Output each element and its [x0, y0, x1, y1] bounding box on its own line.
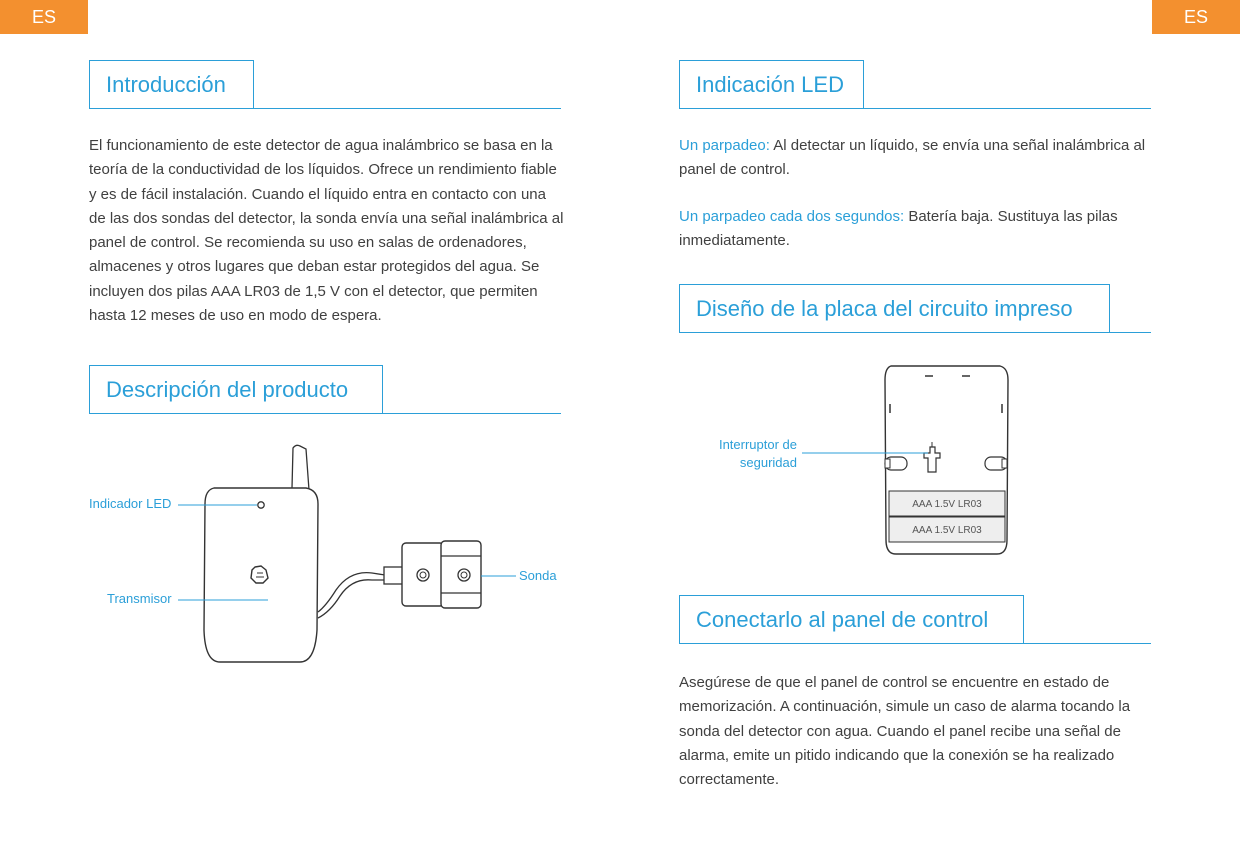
- led-item1-lead: Un parpadeo:: [679, 137, 770, 154]
- product-title: Descripción del producto: [89, 365, 383, 413]
- led-label: Indicador LED: [89, 496, 172, 511]
- language-tab-right: ES: [1152, 0, 1240, 34]
- connect-title: Conectarlo al panel de control: [679, 595, 1024, 643]
- led-item1-text: Al detectar un líquido, se envía una señal inalámbrica al panel de control.: [679, 137, 1146, 179]
- battery-1-label: AAA 1.5V LR03: [912, 499, 982, 510]
- switch-label-line1: Interruptor de: [718, 437, 797, 452]
- led-title: Indicación LED: [679, 60, 864, 108]
- intro-title: Introducción: [89, 60, 254, 108]
- intro-body: El funcionamiento de este detector de agua inalámbrico se basa en la teoría de la conductividad de los líquidos. Ofrece un rendimiento fiable y es de fácil instalación. Cuando el líquido entra en contacto con una de las dos sondas del detector, la sonda envía una señal inalámbrica al panel de control. Se recomienda su uso en salas de ordenadores, almacenes y otros lugares que deban estar protegidos del agua. Se incluyen dos pilas AAA LR03 de 1,5 V con el detector, que permiten hasta 12 meses de uso en modo de espera.: [89, 137, 564, 325]
- connect-body: Asegúrese de que el panel de control se encuentre en estado de memorización. A continuación, simule un caso de alarma tocando la sonda del detector con agua. Cuando el panel recibe una señal de alarma, emite un pitido indicando que la conexión se ha realizado correctamente.: [679, 674, 1131, 789]
- probe-label: Sonda: [519, 568, 557, 583]
- transmitter-label: Transmisor: [107, 591, 172, 606]
- battery-2-label: AAA 1.5V LR03: [912, 525, 982, 536]
- pcb-title: Diseño de la placa del circuito impreso: [679, 284, 1110, 332]
- connect-section-header: [679, 595, 1151, 645]
- switch-label-line2: seguridad: [739, 455, 797, 470]
- led-item2-text: Batería baja. Sustituya las pilas inmediatamente.: [679, 208, 1118, 250]
- connect-divider: [679, 643, 1151, 644]
- switch-label: [700, 436, 797, 472]
- language-tab-left: ES: [0, 0, 88, 34]
- led-item2-lead: Un parpadeo cada dos segundos:: [679, 208, 905, 225]
